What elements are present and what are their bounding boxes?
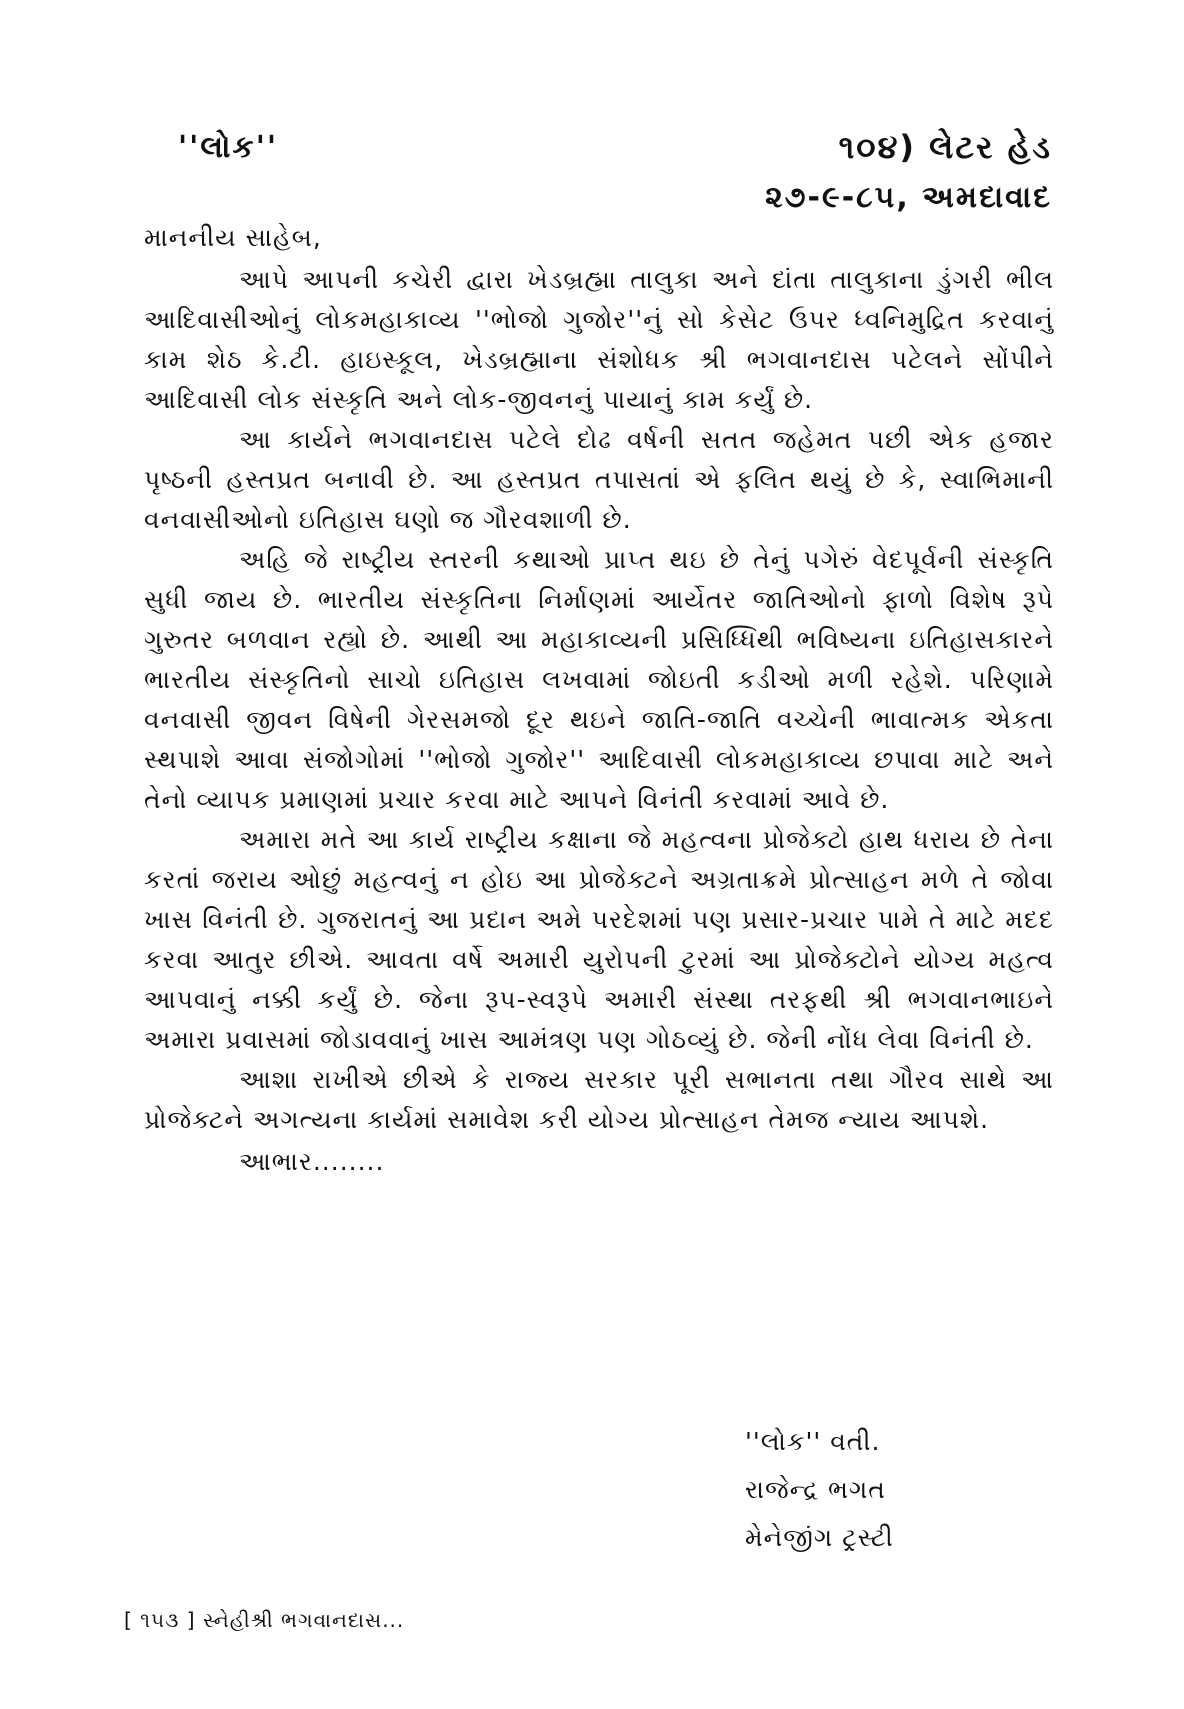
paragraph: અહિ જે રાષ્ટ્રીય સ્તરની કથાઓ પ્રાપ્ત થઇ છે તેનું પગેરું વેદપૂર્વની સંસ્કૃતિ સુધી જાય છે. ભારતીય સંસ્કૃતિના નિર્માણમાં આર્યેતર જાતિઓનો ફાળો વિશેષ રૂપે ગુરુતર બળવાન રહ્યો છે. આથી આ મહાકાવ્યની પ્રસિધ્ધિથી ભવિષ્યના ઇતિહાસકારને ભારતીય સંસ્કૃતિનો સાચો ઇતિહાસ લખવામાં જોઇતી કડીઓ મળી રહેશે. પરિણામે વનવાસી જીવન વિષેની ગેરસમજો દૂર થઇને જાતિ-જાતિ વચ્ચેની ભાવાત્મક એકતા સ્થપાશે આવા સંજોગોમાં ''ભોજો ગુજોર'' આદિવાસી લોકમહાકાવ્ય છપાવા માટે અને તેનો વ્યાપક પ્રમાણમાં પ્રચાર કરવા માટે આપને વિનંતી કરવામાં આવે છે. xyxy=(144,545,1054,814)
date-place: ૨૭-૯-૮૫, અમદાવાદ xyxy=(765,180,1052,215)
paragraph: આપે આપની કચેરી દ્વારા ખેડબ્રહ્મા તાલુકા અને દાંતા તાલુકાના ડુંગરી ભીલ આદિવાસીઓનું લોકમહાકાવ્ય ''ભોજો ગુજોર''નું સો કેસેટ ઉપર ધ્વનિમુદ્રિત કરવાનું કામ શેઠ કે.ટી. હાઇસ્કૂલ, ખેડબ્રહ્માના સંશોધક શ્રી ભગવાનદાસ પટેલને સોંપીને આદિવાસી લોક સંસ્કૃતિ અને લોક-જીવનનું પાયાનું કામ કર્યું છે. xyxy=(144,265,1054,414)
on-behalf-line: ''લોક'' વતી. xyxy=(745,1427,881,1456)
letter-body xyxy=(144,218,1054,1182)
paragraph: અમારા મતે આ કાર્ય રાષ્ટ્રીય કક્ષાના જે મહત્વના પ્રોજેક્ટો હાથ ધરાય છે તેના કરતાં જરાય ઓછું મહત્વનું ન હોઇ આ પ્રોજેક્ટને અગ્રતાક્રમે પ્રોત્સાહન મળે તે જોવા ખાસ વિનંતી છે. ગુજરાતનું આ પ્રદાન અમે પરદેશમાં પણ પ્રસાર-પ્રચાર પામે તે માટે મદદ કરવા આતુર છીએ. આવતા વર્ષે અમારી યુરોપની ટુરમાં આ પ્રોજેક્ટોને યોગ્ય મહત્વ આપવાનું નક્કી કર્યું છે. જેના રૂપ-સ્વરૂપે અમારી સંસ્થા તરફથી શ્રી ભગવાનભાઇને અમારા પ્રવાસમાં જોડાવવાનું ખાસ આમંત્રણ પણ ગોઠવ્યું છે. જેની નોંધ લેવા વિનંતી છે. xyxy=(144,825,1054,1054)
paragraph: આ કાર્યને ભગવાનદાસ પટેલે દોઢ વર્ષની સતત જહેમત પછી એક હજાર પૃષ્ઠની હસ્તપ્રત બનાવી છે. આ હસ્તપ્રત તપાસતાં એ ફલિત થયું છે કે, સ્વાભિમાની વનવાસીઓનો ઇતિહાસ ઘણો જ ગૌરવશાળી છે. xyxy=(144,425,1054,534)
signature-block xyxy=(745,1418,894,1562)
salutation: માનનીય સાહેબ, xyxy=(144,223,322,252)
org-name: ''લોક'' xyxy=(178,130,279,165)
paragraph: આશા રાખીએ છીએ કે રાજ્ય સરકાર પૂરી સભાનતા તથા ગૌરવ સાથે આ પ્રોજેક્ટને અગત્યના કાર્યમાં સમાવેશ કરી યોગ્ય પ્રોત્સાહન તેમજ ન્યાય આપશે. xyxy=(144,1065,1054,1134)
closing: આભાર........ xyxy=(239,1147,385,1176)
signatory-title: મેનેજીંગ ટ્રસ્ટી xyxy=(745,1523,894,1552)
signatory-name: રાજેન્દ્ર ભગત xyxy=(745,1475,886,1504)
page-footer: [ ૧૫૩ ] સ્નેહીશ્રી ભગવાનદાસ... xyxy=(124,1608,405,1632)
doc-label: ૧૦૪) લેટર હેડ xyxy=(838,128,1052,166)
